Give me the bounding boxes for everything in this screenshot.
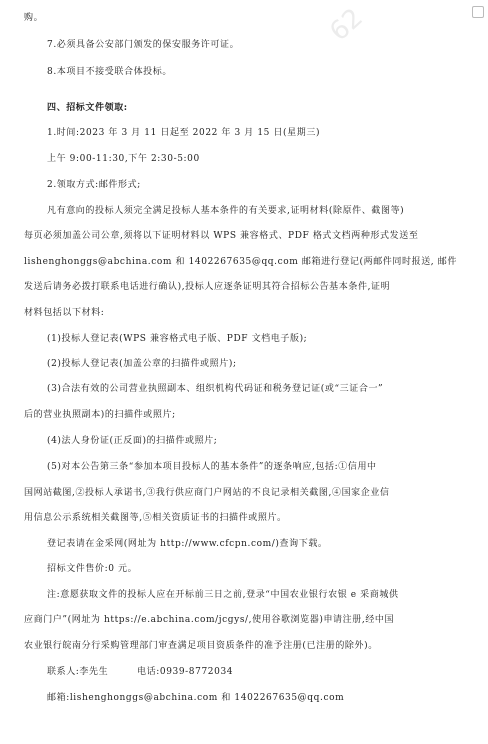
method-line: 2.领取方式:邮件形式; bbox=[47, 180, 141, 190]
section-heading: 四、招标文件领取: bbox=[47, 103, 128, 113]
paragraph-line: 材料包括以下材料: bbox=[24, 308, 105, 318]
requirement-7: 7.必须具备公安部门颁发的保安服务许可证。 bbox=[47, 40, 240, 50]
time-line: 1.时间:2023 年 3 月 11 日起至 2022 年 3 月 15 日(星期三) bbox=[47, 128, 321, 138]
paragraph-line: lishenghonggs@abchina.com 和 1402267635@qq.com 邮箱进行登记(两邮件同时报送, 邮件 bbox=[24, 257, 457, 267]
list-item: (3)合法有效的公司营业执照副本、组织机构代码证和税务登记证(或“三证合一” bbox=[47, 384, 384, 394]
requirement-8: 8.本项目不接受联合体投标。 bbox=[47, 67, 172, 77]
list-item-continued: 后的营业执照副本)的扫描件或照片; bbox=[24, 410, 176, 420]
list-item: (1)投标人登记表(WPS 兼容格式电子版、PDF 文档电子版); bbox=[47, 334, 308, 344]
note-line: 注:意愿获取文件的投标人应在开标前三日之前,登录“中国农业银行农银 e 采商城供 bbox=[47, 590, 399, 600]
list-item: (4)法人身份证(正反面)的扫描件或照片; bbox=[47, 436, 218, 446]
contact-line: 联系人:李先生 电话:0939-8772034 bbox=[47, 667, 234, 677]
list-item-continued: 用信息公示系统相关截图等,⑤相关资质证书的扫描件或照片。 bbox=[24, 513, 287, 523]
paragraph-line: 发送后请务必拨打联系电话进行确认),投标人应逐条证明其符合招标公告基本条件,证明 bbox=[24, 282, 391, 292]
corner-box-icon bbox=[472, 6, 484, 18]
list-item: (2)投标人登记表(加盖公章的扫描件或照片); bbox=[47, 359, 237, 369]
note-line: 农业银行皖南分行采购管理部门审查满足项目资质条件的准予注册(已注册的除外)。 bbox=[24, 641, 378, 651]
price-line: 招标文件售价:0 元。 bbox=[47, 564, 138, 574]
note-line: 应商门户”(网址为 https://e.abchina.com/jcgys/,使用谷歌浏览器)申请注册,经中国 bbox=[24, 615, 395, 625]
paragraph-line: 凡有意向的投标人须完全满足投标人基本条件的有关要求,证明材料(除原件、截图等) bbox=[47, 206, 405, 216]
paragraph-line: 每页必须加盖公司公章,须将以下证明材料以 WPS 兼容格式、PDF 格式文档两种形式发送至 bbox=[24, 231, 419, 241]
download-line: 登记表请在金采网(网址为 http://www.cfcpn.com/)查询下载。 bbox=[47, 539, 328, 549]
list-item: (5)对本公告第三条“参加本项目投标人的基本条件”的逐条响应,包括:①信用中 bbox=[47, 462, 377, 472]
hours-line: 上午 9:00-11:30,下午 2:30-5:00 bbox=[47, 154, 200, 164]
text-line: 购。 bbox=[24, 13, 44, 23]
watermark: 62 bbox=[324, 2, 369, 48]
email-line: 邮箱:lishenghonggs@abchina.com 和 1402267635@qq.com bbox=[47, 693, 345, 703]
list-item-continued: 国网站截图,②投标人承诺书,③我行供应商门户网站的不良记录相关截图,④国家企业信 bbox=[24, 488, 390, 498]
